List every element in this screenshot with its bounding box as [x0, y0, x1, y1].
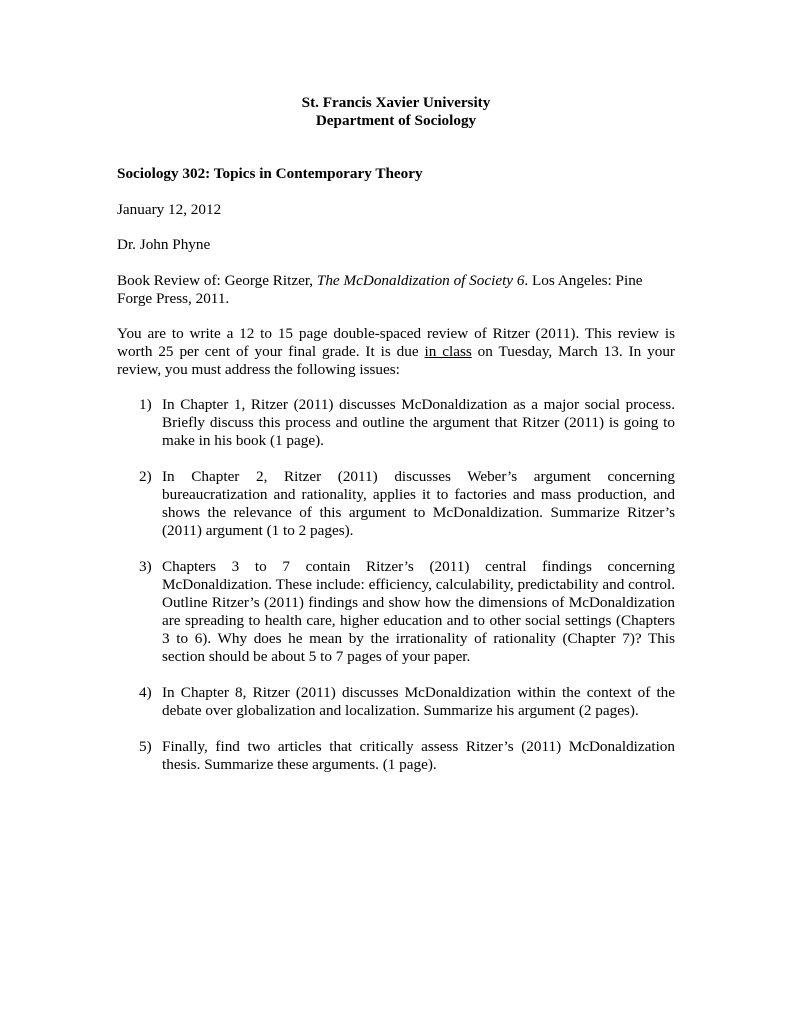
- list-item-text: In Chapter 8, Ritzer (2011) discusses McDonaldization within the context of the debate over globalization and localization. Summarize his argument (2 pages).: [162, 684, 675, 719]
- book-review-prefix: Book Review of: George Ritzer,: [117, 272, 317, 289]
- intro-text-2: on Tuesday, March 13. In your review, you must address the following issues:: [117, 343, 675, 378]
- document-date: January 12, 2012: [117, 201, 222, 218]
- list-item-text: In Chapter 1, Ritzer (2011) discusses McDonaldization as a major social process. Briefly discuss this process and outline the argument that Ritzer (2011) is going to make in his book (1 page).: [162, 396, 675, 449]
- list-item-number: 2): [139, 468, 152, 485]
- list-item: [117, 558, 675, 666]
- list-item: [117, 738, 675, 774]
- issues-list: [117, 396, 675, 792]
- instructor-name: Dr. John Phyne: [117, 236, 211, 253]
- document-header: [117, 94, 675, 130]
- book-title: The McDonaldization of Society 6: [316, 272, 525, 289]
- list-item-text: Chapters 3 to 7 contain Ritzer’s (2011) central findings concerning McDonaldization. These include: efficiency, calculability, predictability and control. Outline Ritzer’s (2011) findings and show how the dimensions of McDonaldization are spreading to health care, higher education and to other social settings (Chapters 3 to 6). Why does he mean by the irrationality of rationality (Chapter 7)? This section should be about 5 to 7 pages of your paper.: [162, 558, 675, 665]
- university-name: St. Francis Xavier University: [301, 94, 491, 111]
- intro-text-1: You are to write a 12 to 15 page double-spaced review of Ritzer (2011). This review is worth 25 per cent of your final grade. It is due: [117, 325, 675, 360]
- book-review-citation: [117, 272, 675, 308]
- list-item: [117, 396, 675, 450]
- list-item-number: 4): [139, 684, 152, 701]
- book-review-suffix: . Los Angeles: Pine Forge Press, 2011.: [117, 272, 643, 307]
- list-item-number: 5): [139, 738, 152, 755]
- list-item: [117, 684, 675, 720]
- course-title: Sociology 302: Topics in Contemporary Theory: [117, 165, 423, 182]
- assignment-intro: [117, 325, 675, 379]
- intro-underlined: in class: [424, 343, 472, 360]
- list-item-text: In Chapter 2, Ritzer (2011) discusses Weber’s argument concerning bureaucratization and rationality, applies it to factories and mass production, and shows the relevance of this argument to McDonaldization. Summarize Ritzer’s (2011) argument (1 to 2 pages).: [162, 468, 675, 539]
- department-name: Department of Sociology: [315, 112, 477, 129]
- list-item-number: 1): [139, 396, 152, 413]
- list-item-text: Finally, find two articles that critically assess Ritzer’s (2011) McDonaldization thesis. Summarize these arguments. (1 page).: [162, 738, 675, 773]
- list-item: [117, 468, 675, 540]
- list-item-number: 3): [139, 558, 152, 575]
